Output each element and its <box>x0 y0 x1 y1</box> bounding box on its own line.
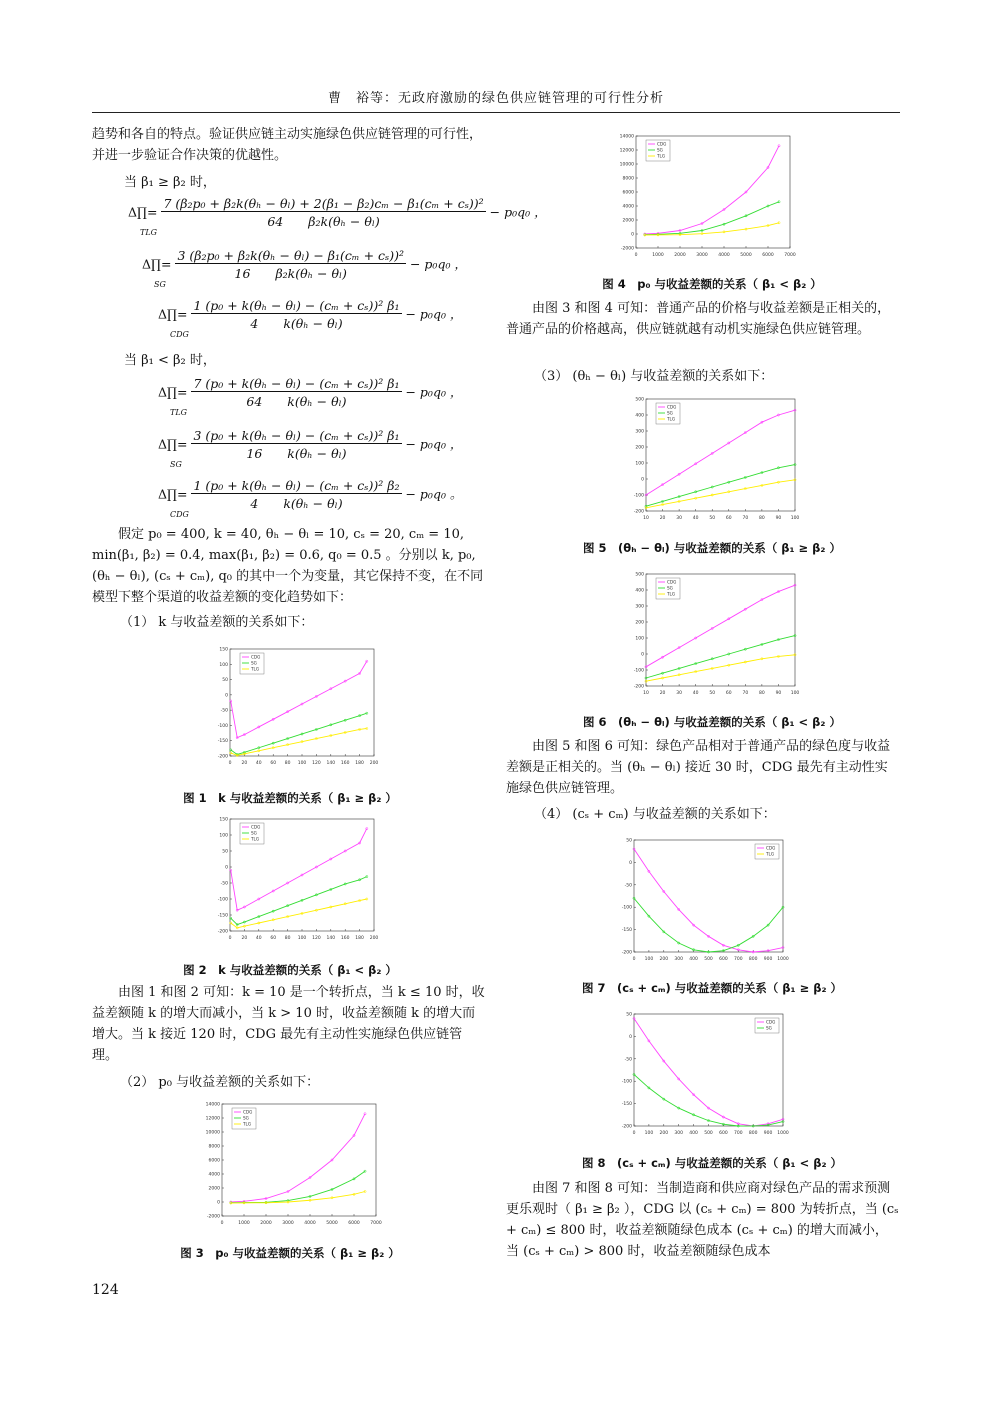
x-tick-label: 600 <box>719 1131 728 1136</box>
chart-svg <box>208 645 378 770</box>
x-tick-label: 0 <box>632 1131 636 1136</box>
equation-denominator <box>175 264 406 282</box>
paragraph-text: 由图 7 和图 8 可知：当制造商和供应商对绿色产品的需求预测更乐观时（ β₁ ≥ β₂ ），CDG 以 (cₛ + cₘ) = 800 为转折点，当 (cₛ + cₘ) ≤ 800 时，收益差额随绿色成本 (cₛ + cₘ) 的增大而减小，当 (cₛ + cₘ) > 800 时，收益差额随绿色成本 <box>506 1181 899 1259</box>
right-paragraph-3 <box>506 1178 900 1262</box>
equation-sg-1 <box>142 248 467 289</box>
figure-6-caption: 图 6 (θₕ − θₗ) 与收益差额的关系（ β₁ < β₂ ） <box>583 715 841 729</box>
delta-pi-symbol: Δ∏= <box>158 306 188 322</box>
y-tick-label: 50 <box>222 678 228 684</box>
y-tick-label: 0 <box>629 860 632 866</box>
subscript-tlg: TLG <box>170 408 188 417</box>
x-tick-label: 400 <box>689 957 698 962</box>
y-tick-label: 12000 <box>205 1116 220 1122</box>
x-tick-label: 1000 <box>652 253 664 258</box>
x-tick-label: 1000 <box>238 1221 250 1226</box>
x-tick-label: 10 <box>643 691 649 696</box>
figure-7-chart <box>612 836 787 966</box>
y-tick-label: 100 <box>219 662 228 668</box>
chart-svg <box>612 1010 787 1140</box>
y-tick-label: 14000 <box>205 1102 220 1108</box>
equation-tail: − p₀q₀ 。 <box>405 486 463 502</box>
delta-pi-symbol: Δ∏= <box>158 436 188 452</box>
equation-tail: − p₀q₀ ， <box>405 384 463 400</box>
x-tick-label: 80 <box>284 761 291 766</box>
figure-5-caption: 图 5 (θₕ − θₗ) 与收益差额的关系（ β₁ ≥ β₂ ） <box>583 541 841 555</box>
y-tick-label: 100 <box>219 833 228 839</box>
coefficient: 64 <box>267 214 284 229</box>
y-tick-label: 4000 <box>208 1172 220 1178</box>
figure-3-caption: 图 3 p₀ 与收益差额的关系（ β₁ ≥ β₂ ） <box>180 1246 400 1260</box>
equation-tlg-1 <box>128 196 547 237</box>
x-tick-label: 700 <box>734 957 743 962</box>
coefficient: 4 <box>250 316 259 331</box>
x-tick-label: 70 <box>742 691 749 696</box>
y-tick-label: 400 <box>635 413 644 419</box>
y-tick-label: 0 <box>225 693 228 699</box>
x-tick-label: 50 <box>709 691 716 696</box>
y-tick-label: 50 <box>222 849 228 855</box>
x-tick-label: 700 <box>734 1131 743 1136</box>
x-tick-label: 120 <box>312 936 321 941</box>
legend-label: TLG <box>657 153 666 159</box>
x-tick-label: 40 <box>692 516 699 521</box>
y-tick-label: 500 <box>635 397 644 403</box>
denominator-text: β₂k(θₕ − θₗ) <box>308 214 380 229</box>
x-tick-label: 200 <box>659 957 669 962</box>
y-tick-label: -50 <box>220 881 228 887</box>
chart-svg <box>624 570 799 700</box>
figure-8-caption: 图 8 (cₛ + cₘ) 与收益差额的关系（ β₁ < β₂ ） <box>582 1156 842 1170</box>
y-tick-label: 300 <box>635 604 644 610</box>
equation-numerator: 1 (p₀ + k(θₕ − θₗ) − (cₘ + cₛ))² β₁ <box>193 298 400 313</box>
y-tick-label: -100 <box>217 723 228 729</box>
y-tick-label: 0 <box>629 1034 632 1040</box>
y-tick-label: 50 <box>626 1012 632 1018</box>
legend-label: TLG <box>243 1121 252 1127</box>
figure-1-caption: 图 1 k 与收益差额的关系（ β₁ ≥ β₂ ） <box>183 791 397 805</box>
y-tick-label: 0 <box>225 865 228 871</box>
y-tick-label: -50 <box>624 883 632 889</box>
y-tick-label: 6000 <box>208 1158 220 1164</box>
paragraph-text: 由图 1 和图 2 可知：k = 10 是一个转折点，当 k ≤ 10 时，收益差额随 k 的增大而减小，当 k > 10 时，收益差额随 k 的增大而增大。当 k 接近 120 时，CDG 最先有主动性实施绿色供应链管理。 <box>92 985 485 1063</box>
y-tick-label: 50 <box>626 838 632 844</box>
figure-4-caption: 图 4 p₀ 与收益差额的关系（ β₁ < β₂ ） <box>602 277 822 291</box>
x-tick-label: 140 <box>326 761 336 766</box>
x-tick-label: 90 <box>775 691 782 696</box>
subscript-sg: SG <box>170 460 182 469</box>
x-tick-label: 140 <box>326 936 336 941</box>
x-tick-label: 800 <box>748 1131 758 1136</box>
y-tick-label: -2000 <box>206 1214 220 1220</box>
y-tick-label: -200 <box>621 1124 632 1130</box>
y-tick-label: 500 <box>635 572 644 578</box>
x-tick-label: 5000 <box>740 253 752 258</box>
x-tick-label: 6000 <box>762 253 774 258</box>
y-tick-label: -200 <box>633 509 644 515</box>
coefficient: 4 <box>250 496 259 511</box>
x-tick-label: 0 <box>634 253 638 258</box>
x-tick-label: 50 <box>709 516 716 521</box>
right-paragraph-2 <box>506 736 900 799</box>
legend-label: SG <box>667 585 673 591</box>
y-tick-label: 10000 <box>619 162 634 168</box>
item-3-heading: （3） (θₕ − θₗ) 与收益差额的关系如下： <box>534 369 774 384</box>
paragraph-text: 假定 p₀ = 400, k = 40, θₕ − θₗ = 10, cₛ = 20, cₘ = 10, min(β₁, β₂) = 0.4, max(β₁, β₂) = 0.6, q₀ = 0.5 。分别以 k, p₀, (θₕ − θₗ), (cₛ + cₘ), q₀ 的其中一个为变量，其它保持不变，在不同模型下整个渠道的收益差额的变化趋势如下： <box>92 527 484 605</box>
x-tick-label: 4000 <box>304 1221 316 1226</box>
equation-denominator <box>191 392 401 410</box>
x-tick-label: 20 <box>659 691 666 696</box>
y-tick-label: 150 <box>219 817 228 823</box>
equation-numerator: 7 (p₀ + k(θₕ − θₗ) − (cₘ + cₛ))² β₁ <box>193 376 400 391</box>
equation-numerator: 3 (β₂p₀ + β₂k(θₕ − θₗ) − β₁(cₘ + cₛ))² <box>177 248 404 263</box>
y-tick-label: 200 <box>635 445 644 451</box>
y-tick-label: 300 <box>635 429 644 435</box>
x-tick-label: 80 <box>759 691 765 696</box>
legend-label: SG <box>766 1025 772 1031</box>
legend-label: SG <box>243 1115 249 1121</box>
x-tick-label: 30 <box>676 691 682 696</box>
y-tick-label: 100 <box>635 461 644 467</box>
x-tick-label: 30 <box>676 516 682 521</box>
y-tick-label: 200 <box>635 620 644 626</box>
x-tick-label: 6000 <box>348 1221 360 1226</box>
y-tick-label: -100 <box>217 897 228 903</box>
legend-label: TLG <box>667 416 676 422</box>
equation-tail: − p₀q₀ ， <box>405 436 463 452</box>
x-tick-label: 120 <box>312 761 321 766</box>
x-tick-label: 200 <box>659 1131 669 1136</box>
equation-denominator <box>161 212 485 230</box>
y-tick-label: 0 <box>217 1200 220 1206</box>
case-1-label: 当 β₁ ≥ β₂ 时， <box>124 175 216 190</box>
coefficient: 64 <box>246 394 263 409</box>
x-tick-label: 2000 <box>260 1221 272 1226</box>
x-tick-label: 1000 <box>777 957 789 962</box>
equation-denominator <box>191 444 401 462</box>
x-tick-label: 300 <box>674 957 683 962</box>
legend-label: TLG <box>251 836 260 842</box>
y-tick-label: -200 <box>217 929 228 935</box>
paragraph-text: 趋势和各自的特点。验证供应链主动实施绿色供应链管理的可行性，并进一步验证合作决策的优越性。 <box>92 127 483 163</box>
figure-1-chart <box>208 645 378 770</box>
y-tick-label: -200 <box>217 754 228 760</box>
y-tick-label: 14000 <box>619 134 634 140</box>
y-tick-label: 6000 <box>622 190 634 196</box>
left-paragraph-1 <box>92 124 487 166</box>
chart-svg <box>208 815 378 945</box>
y-tick-label: -200 <box>621 950 632 956</box>
chart-svg <box>200 1100 380 1230</box>
denominator-text: k(θₕ − θₗ) <box>287 446 347 461</box>
x-tick-label: 100 <box>790 691 800 696</box>
equation-sg-2 <box>158 428 463 469</box>
y-tick-label: -100 <box>633 668 644 674</box>
y-tick-label: 100 <box>635 636 644 642</box>
y-tick-label: 2000 <box>622 218 634 224</box>
x-tick-label: 0 <box>228 761 232 766</box>
x-tick-label: 300 <box>674 1131 683 1136</box>
x-tick-label: 80 <box>284 936 291 941</box>
chart-svg <box>614 132 794 262</box>
y-tick-label: 10000 <box>205 1130 220 1136</box>
y-tick-label: -200 <box>633 684 644 690</box>
right-paragraph-1 <box>506 298 900 340</box>
figure-6-chart <box>624 570 799 700</box>
denominator-text: k(θₕ − θₗ) <box>287 394 347 409</box>
legend-label: CDG <box>657 141 667 147</box>
y-tick-label: -50 <box>220 708 228 714</box>
x-tick-label: 1000 <box>777 1131 789 1136</box>
figure-4-chart <box>614 132 794 262</box>
x-tick-label: 180 <box>355 936 364 941</box>
x-tick-label: 0 <box>228 936 232 941</box>
x-tick-label: 2000 <box>674 253 686 258</box>
figure-2-caption: 图 2 k 与收益差额的关系（ β₁ < β₂ ） <box>183 963 397 977</box>
x-tick-label: 100 <box>297 936 307 941</box>
item-2-heading: （2） p₀ 与收益差额的关系如下： <box>120 1075 320 1090</box>
x-tick-label: 40 <box>692 691 699 696</box>
chart-svg <box>624 395 799 525</box>
equation-cdg-1 <box>158 298 463 339</box>
legend-label: TLG <box>766 851 775 857</box>
legend-label: CDG <box>766 845 776 851</box>
legend-label: TLG <box>251 666 260 672</box>
y-tick-label: -100 <box>633 493 644 499</box>
x-tick-label: 60 <box>270 761 277 766</box>
x-tick-label: 900 <box>763 1131 773 1136</box>
x-tick-label: 20 <box>659 516 666 521</box>
equation-tail: − p₀q₀ ， <box>405 306 463 322</box>
x-tick-label: 60 <box>725 691 732 696</box>
x-tick-label: 10 <box>643 516 649 521</box>
denominator-text: k(θₕ − θₗ) <box>283 496 343 511</box>
x-tick-label: 20 <box>241 936 248 941</box>
y-tick-label: 400 <box>635 588 644 594</box>
legend-label: SG <box>251 660 257 666</box>
left-paragraph-2 <box>92 982 487 1066</box>
x-tick-label: 180 <box>355 761 364 766</box>
legend-label: SG <box>667 410 673 416</box>
x-tick-label: 70 <box>742 516 749 521</box>
x-tick-label: 3000 <box>282 1221 294 1226</box>
y-tick-label: 0 <box>641 477 644 483</box>
delta-pi-symbol: Δ∏= <box>158 384 188 400</box>
y-tick-label: -150 <box>217 913 228 919</box>
x-tick-label: 7000 <box>370 1221 382 1226</box>
y-tick-label: -150 <box>217 739 228 745</box>
figure-5-chart <box>624 395 799 525</box>
x-tick-label: 160 <box>340 936 350 941</box>
x-tick-label: 0 <box>632 957 636 962</box>
item-1-heading: （1） k 与收益差额的关系如下： <box>120 615 314 630</box>
y-tick-label: 2000 <box>208 1186 220 1192</box>
x-tick-label: 800 <box>748 957 758 962</box>
item-4-heading: （4） (cₛ + cₘ) 与收益差额的关系如下： <box>534 807 776 822</box>
x-tick-label: 100 <box>644 957 654 962</box>
x-tick-label: 20 <box>241 761 248 766</box>
equation-denominator <box>191 314 401 332</box>
x-tick-label: 60 <box>725 516 732 521</box>
y-tick-label: 0 <box>641 652 644 658</box>
equation-tail: − p₀q₀ ， <box>409 256 467 272</box>
x-tick-label: 5000 <box>326 1221 338 1226</box>
x-tick-label: 100 <box>790 516 800 521</box>
legend-label: CDG <box>766 1019 776 1025</box>
denominator-text: β₂k(θₕ − θₗ) <box>275 266 347 281</box>
x-tick-label: 500 <box>704 1131 713 1136</box>
x-tick-label: 600 <box>719 957 728 962</box>
subscript-sg: SG <box>154 280 166 289</box>
x-tick-label: 40 <box>255 761 262 766</box>
x-tick-label: 500 <box>704 957 713 962</box>
equation-denominator <box>191 494 401 512</box>
x-tick-label: 200 <box>369 936 379 941</box>
figure-8-chart <box>612 1010 787 1140</box>
page-number: 124 <box>92 1282 119 1298</box>
delta-pi-symbol: Δ∏= <box>142 256 172 272</box>
subscript-tlg: TLG <box>140 228 158 237</box>
y-tick-label: 150 <box>219 647 228 653</box>
figure-3-chart <box>200 1100 380 1230</box>
delta-pi-symbol: Δ∏= <box>158 486 188 502</box>
subscript-cdg: CDG <box>170 510 189 519</box>
x-tick-label: 160 <box>340 761 350 766</box>
y-tick-label: -100 <box>621 1079 632 1085</box>
x-tick-label: 200 <box>369 761 379 766</box>
assumption-paragraph <box>92 524 487 608</box>
y-tick-label: 0 <box>631 232 634 238</box>
legend-label: CDG <box>251 824 261 830</box>
legend-label: TLG <box>667 591 676 597</box>
figure-2-chart <box>208 815 378 945</box>
case-2-label: 当 β₁ < β₂ 时， <box>124 353 216 368</box>
x-tick-label: 40 <box>255 936 262 941</box>
figure-7-caption: 图 7 (cₛ + cₘ) 与收益差额的关系（ β₁ ≥ β₂ ） <box>582 981 842 995</box>
legend-label: CDG <box>667 579 677 585</box>
equation-tlg-2 <box>158 376 463 417</box>
x-tick-label: 100 <box>297 761 307 766</box>
equation-cdg-2 <box>158 478 463 519</box>
equation-numerator: 1 (p₀ + k(θₕ − θₗ) − (cₘ + cₛ))² β₂ <box>193 478 400 493</box>
subscript-cdg: CDG <box>170 330 189 339</box>
denominator-text: k(θₕ − θₗ) <box>283 316 343 331</box>
legend-label: CDG <box>243 1109 253 1115</box>
x-tick-label: 900 <box>763 957 773 962</box>
y-tick-label: -150 <box>621 1102 632 1108</box>
legend-label: SG <box>657 147 663 153</box>
y-tick-label: -2000 <box>620 246 634 252</box>
y-tick-label: -100 <box>621 905 632 911</box>
x-tick-label: 3000 <box>696 253 708 258</box>
x-tick-label: 100 <box>644 1131 654 1136</box>
paragraph-text: 由图 3 和图 4 可知：普通产品的价格与收益差额是正相关的，普通产品的价格越高，供应链就越有动机实施绿色供应链管理。 <box>506 301 891 337</box>
equation-numerator: 3 (p₀ + k(θₕ − θₗ) − (cₘ + cₛ))² β₁ <box>193 428 400 443</box>
equation-numerator: 7 (β₂p₀ + β₂k(θₕ − θₗ) + 2(β₁ − β₂)cₘ − β₁(cₘ + cₛ))² <box>163 196 484 211</box>
legend-label: SG <box>251 830 257 836</box>
delta-pi-symbol: Δ∏= <box>128 204 158 220</box>
running-header: 曹 裕等：无政府激励的绿色供应链管理的可行性分析 <box>92 90 900 113</box>
y-tick-label: 4000 <box>622 204 634 210</box>
y-tick-label: -150 <box>621 928 632 934</box>
coefficient: 16 <box>234 266 251 281</box>
legend-label: CDG <box>667 404 677 410</box>
coefficient: 16 <box>246 446 263 461</box>
legend-label: CDG <box>251 654 261 660</box>
y-tick-label: -50 <box>624 1057 632 1063</box>
x-tick-label: 4000 <box>718 253 730 258</box>
x-tick-label: 80 <box>759 516 765 521</box>
x-tick-label: 60 <box>270 936 277 941</box>
x-tick-label: 7000 <box>784 253 796 258</box>
y-tick-label: 8000 <box>622 176 634 182</box>
y-tick-label: 8000 <box>208 1144 220 1150</box>
y-tick-label: 12000 <box>619 148 634 154</box>
x-tick-label: 0 <box>220 1221 224 1226</box>
chart-svg <box>612 836 787 966</box>
x-tick-label: 400 <box>689 1131 698 1136</box>
paragraph-text: 由图 5 和图 6 可知：绿色产品相对于普通产品的绿色度与收益差额是正相关的。当 (θₕ − θₗ) 接近 30 时，CDG 最先有主动性实施绿色供应链管理。 <box>506 739 891 796</box>
equation-tail: − p₀q₀ ， <box>489 204 547 220</box>
x-tick-label: 90 <box>775 516 782 521</box>
